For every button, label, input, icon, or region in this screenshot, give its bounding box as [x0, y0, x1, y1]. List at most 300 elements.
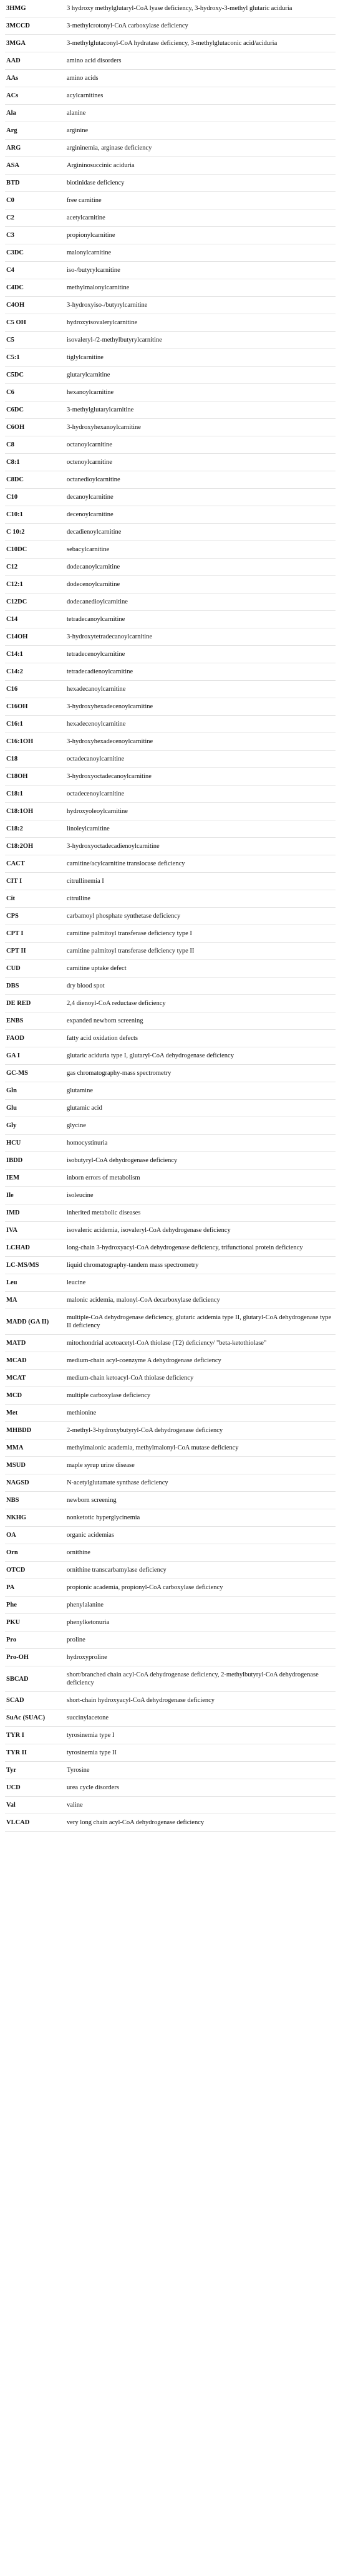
abbreviation-cell: Arg: [5, 122, 64, 140]
definition-cell: propionic academia, propionyl-CoA carboxylase deficiency: [64, 1579, 336, 1597]
table-row: [5, 908, 336, 925]
abbreviation-cell: C12:1: [5, 576, 64, 594]
abbreviation-cell: FAOD: [5, 1030, 64, 1047]
abbreviation-cell: C8:1: [5, 454, 64, 471]
definition-cell: citrulline: [64, 890, 336, 908]
table-row: [5, 1047, 336, 1065]
definition-cell: hexadecanoylcarnitine: [64, 681, 336, 698]
table-row: [5, 873, 336, 890]
abbreviation-cell: C18: [5, 751, 64, 768]
table-row: [5, 506, 336, 524]
abbreviations-table-body: [5, 0, 336, 1832]
definition-cell: 3-methylglutaconyl-CoA hydratase deficiency, 3-methylglutaconic acid/aciduria: [64, 35, 336, 52]
abbreviation-cell: Leu: [5, 1274, 64, 1292]
definition-cell: phenylketonuria: [64, 1614, 336, 1632]
table-row: [5, 978, 336, 995]
definition-cell: arginine: [64, 122, 336, 140]
abbreviation-cell: CPT II: [5, 943, 64, 960]
table-row: [5, 1692, 336, 1709]
abbreviation-cell: SBCAD: [5, 1666, 64, 1692]
table-row: [5, 1762, 336, 1779]
definition-cell: valine: [64, 1797, 336, 1814]
definition-cell: hydroxyisovalerylcarnitine: [64, 314, 336, 332]
definition-cell: 3-methylglutarylcarnitine: [64, 401, 336, 419]
definition-cell: glutamic acid: [64, 1100, 336, 1117]
table-row: [5, 157, 336, 175]
table-row: [5, 1666, 336, 1692]
table-row: [5, 1239, 336, 1257]
abbreviation-cell: Phe: [5, 1597, 64, 1614]
table-row: [5, 1100, 336, 1117]
definition-cell: dodecanedioylcarnitine: [64, 594, 336, 611]
table-row: [5, 838, 336, 855]
definition-cell: fatty acid oxidation defects: [64, 1030, 336, 1047]
table-row: [5, 1309, 336, 1335]
table-row: [5, 1509, 336, 1527]
abbreviation-cell: C18:1OH: [5, 803, 64, 820]
definition-cell: 3 hydroxy methylglutaryl-CoA lyase deficiency, 3-hydroxy-3-methyl glutaric aciduria: [64, 0, 336, 17]
table-row: [5, 175, 336, 192]
table-row: [5, 262, 336, 279]
definition-cell: maple syrup urine disease: [64, 1457, 336, 1474]
definition-cell: phenylalanine: [64, 1597, 336, 1614]
table-row: [5, 1422, 336, 1439]
abbreviation-cell: NAGSD: [5, 1474, 64, 1492]
definition-cell: newborn screening: [64, 1492, 336, 1509]
definition-cell: dry blood spot: [64, 978, 336, 995]
definition-cell: multiple-CoA dehydrogenase deficiency, glutaric acidemia type II, glutaryl-CoA dehydrogenase type II deficiency: [64, 1309, 336, 1335]
definition-cell: methionine: [64, 1405, 336, 1422]
table-row: [5, 367, 336, 384]
table-row: [5, 1492, 336, 1509]
definition-cell: glycine: [64, 1117, 336, 1135]
table-row: [5, 1649, 336, 1666]
abbreviation-cell: C6: [5, 384, 64, 401]
abbreviation-cell: C5:1: [5, 349, 64, 367]
definition-cell: very long chain acyl-CoA dehydrogenase deficiency: [64, 1814, 336, 1832]
definition-cell: iso-/butyrylcarnitine: [64, 262, 336, 279]
abbreviation-cell: Pro: [5, 1632, 64, 1649]
abbreviation-cell: C8: [5, 436, 64, 454]
table-row: [5, 1439, 336, 1457]
table-row: [5, 1457, 336, 1474]
abbreviation-cell: GA I: [5, 1047, 64, 1065]
table-row: [5, 52, 336, 70]
definition-cell: dodecanoylcarnitine: [64, 559, 336, 576]
abbreviation-cell: Met: [5, 1405, 64, 1422]
table-row: [5, 733, 336, 751]
table-row: [5, 751, 336, 768]
definition-cell: nonketotic hyperglycinemia: [64, 1509, 336, 1527]
abbreviation-cell: TYR II: [5, 1744, 64, 1762]
abbreviation-cell: HCU: [5, 1135, 64, 1152]
abbreviations-table: [5, 0, 336, 1832]
definition-cell: short/branched chain acyl-CoA dehydrogenase deficiency, 2-methylbutyryl-CoA dehydrogenase deficiency: [64, 1666, 336, 1692]
table-row: [5, 35, 336, 52]
table-row: [5, 820, 336, 838]
table-row: [5, 1474, 336, 1492]
table-row: [5, 1117, 336, 1135]
definition-cell: medium-chain acyl-coenzyme A dehydrogenase deficiency: [64, 1352, 336, 1370]
abbreviation-cell: Gln: [5, 1082, 64, 1100]
table-row: [5, 925, 336, 943]
abbreviation-cell: C14:2: [5, 663, 64, 681]
abbreviation-cell: MSUD: [5, 1457, 64, 1474]
abbreviation-cell: C18OH: [5, 768, 64, 786]
table-row: [5, 1257, 336, 1274]
table-row: [5, 419, 336, 436]
abbreviation-cell: DBS: [5, 978, 64, 995]
abbreviation-cell: C6DC: [5, 401, 64, 419]
table-row: [5, 768, 336, 786]
table-row: [5, 349, 336, 367]
definition-cell: glutarylcarnitine: [64, 367, 336, 384]
definition-cell: carnitine palmitoyl transferase deficiency type II: [64, 943, 336, 960]
definition-cell: tetradecadienoylcarnitine: [64, 663, 336, 681]
table-row: [5, 1744, 336, 1762]
abbreviation-cell: IMD: [5, 1204, 64, 1222]
abbreviation-cell: Ile: [5, 1187, 64, 1204]
abbreviation-cell: AAs: [5, 70, 64, 87]
definition-cell: sebacylcarnitine: [64, 541, 336, 559]
definition-cell: leucine: [64, 1274, 336, 1292]
table-row: [5, 70, 336, 87]
table-row: [5, 1222, 336, 1239]
abbreviation-cell: CIT I: [5, 873, 64, 890]
definition-cell: expanded newborn screening: [64, 1012, 336, 1030]
table-row: [5, 1727, 336, 1744]
abbreviation-cell: NKHG: [5, 1509, 64, 1527]
abbreviation-cell: C10:1: [5, 506, 64, 524]
table-row: [5, 1335, 336, 1352]
table-row: [5, 1012, 336, 1030]
table-row: [5, 17, 336, 35]
abbreviation-cell: LC-MS/MS: [5, 1257, 64, 1274]
definition-cell: homocystinuria: [64, 1135, 336, 1152]
definition-cell: 3-hydroxyhexanoylcarnitine: [64, 419, 336, 436]
abbreviation-cell: MCAT: [5, 1370, 64, 1387]
abbreviation-cell: MA: [5, 1292, 64, 1309]
abbreviation-cell: C18:2OH: [5, 838, 64, 855]
definition-cell: 3-hydroxyhexadecenoylcarnitine: [64, 698, 336, 716]
definition-cell: methylmalonylcarnitine: [64, 279, 336, 297]
table-row: [5, 1292, 336, 1309]
abbreviation-cell: C14OH: [5, 628, 64, 646]
table-row: [5, 105, 336, 122]
table-row: [5, 1527, 336, 1544]
table-row: [5, 1614, 336, 1632]
abbreviation-cell: C2: [5, 209, 64, 227]
table-row: [5, 1204, 336, 1222]
abbreviation-cell: Tyr: [5, 1762, 64, 1779]
definition-cell: 3-hydroxyoctadecadienoylcarnitine: [64, 838, 336, 855]
abbreviation-cell: GC-MS: [5, 1065, 64, 1082]
definition-cell: mitochondrial acetoacetyl-CoA thiolase (T2) deficiency/ "beta-ketothiolase": [64, 1335, 336, 1352]
definition-cell: 3-hydroxytetradecanoylcarnitine: [64, 628, 336, 646]
table-row: [5, 663, 336, 681]
definition-cell: Argininosuccinic aciduria: [64, 157, 336, 175]
abbreviation-cell: C4: [5, 262, 64, 279]
table-row: [5, 681, 336, 698]
definition-cell: decenoylcarnitine: [64, 506, 336, 524]
definition-cell: octadecanoylcarnitine: [64, 751, 336, 768]
definition-cell: long-chain 3-hydroxyacyl-CoA dehydrogenase deficiency, trifunctional protein deficiency: [64, 1239, 336, 1257]
abbreviation-cell: PKU: [5, 1614, 64, 1632]
abbreviation-cell: OTCD: [5, 1562, 64, 1579]
table-row: [5, 122, 336, 140]
definition-cell: 3-hydroxyoctadecanoylcarnitine: [64, 768, 336, 786]
definition-cell: 2-methyl-3-hydroxybutyryl-CoA dehydrogenase deficiency: [64, 1422, 336, 1439]
abbreviation-cell: C16:1: [5, 716, 64, 733]
definition-cell: hexanoylcarnitine: [64, 384, 336, 401]
abbreviation-cell: CACT: [5, 855, 64, 873]
abbreviation-cell: C8DC: [5, 471, 64, 489]
abbreviation-cell: Glu: [5, 1100, 64, 1117]
table-row: [5, 279, 336, 297]
table-row: [5, 541, 336, 559]
definition-cell: tyrosinemia type II: [64, 1744, 336, 1762]
definition-cell: succinylacetone: [64, 1709, 336, 1727]
definition-cell: acylcarnitines: [64, 87, 336, 105]
abbreviation-cell: SuAc (SUAC): [5, 1709, 64, 1727]
abbreviation-cell: CPS: [5, 908, 64, 925]
table-row: [5, 471, 336, 489]
definition-cell: malonylcarnitine: [64, 244, 336, 262]
abbreviation-cell: ARG: [5, 140, 64, 157]
definition-cell: decanoylcarnitine: [64, 489, 336, 506]
table-row: [5, 716, 336, 733]
definition-cell: 3-hydroxyhexadecenoylcarnitine: [64, 733, 336, 751]
abbreviation-cell: BTD: [5, 175, 64, 192]
table-row: [5, 1562, 336, 1579]
abbreviation-cell: C6OH: [5, 419, 64, 436]
abbreviation-cell: C16OH: [5, 698, 64, 716]
abbreviation-cell: ACs: [5, 87, 64, 105]
definition-cell: ornithine: [64, 1544, 336, 1562]
abbreviation-cell: ENBS: [5, 1012, 64, 1030]
table-row: [5, 559, 336, 576]
table-row: [5, 628, 336, 646]
definition-cell: inborn errors of metabolism: [64, 1170, 336, 1187]
definition-cell: methylmalonic academia, methylmalonyl-CoA mutase deficiency: [64, 1439, 336, 1457]
definition-cell: carbamoyl phosphate synthetase deficiency: [64, 908, 336, 925]
definition-cell: Tyrosine: [64, 1762, 336, 1779]
definition-cell: short-chain hydroxyacyl-CoA dehydrogenase deficiency: [64, 1692, 336, 1709]
table-row: [5, 855, 336, 873]
definition-cell: tetradecanoylcarnitine: [64, 611, 336, 628]
table-row: [5, 576, 336, 594]
abbreviation-cell: CPT I: [5, 925, 64, 943]
definition-cell: 3-methylcrotonyl-CoA carboxylase deficiency: [64, 17, 336, 35]
abbreviation-cell: 3HMG: [5, 0, 64, 17]
definition-cell: linoleylcarnitine: [64, 820, 336, 838]
definition-cell: amino acid disorders: [64, 52, 336, 70]
table-row: [5, 297, 336, 314]
abbreviation-cell: Cit: [5, 890, 64, 908]
definition-cell: citrullinemia I: [64, 873, 336, 890]
definition-cell: octanoylcarnitine: [64, 436, 336, 454]
abbreviation-cell: C4DC: [5, 279, 64, 297]
table-row: [5, 1709, 336, 1727]
abbreviation-cell: Val: [5, 1797, 64, 1814]
table-row: [5, 890, 336, 908]
definition-cell: 3-hydroxyiso-/butyrylcarnitine: [64, 297, 336, 314]
abbreviation-cell: C3: [5, 227, 64, 244]
table-row: [5, 786, 336, 803]
abbreviation-cell: IEM: [5, 1170, 64, 1187]
definition-cell: hexadecenoylcarnitine: [64, 716, 336, 733]
table-row: [5, 192, 336, 209]
definition-cell: ornithine transcarbamylase deficiency: [64, 1562, 336, 1579]
abbreviation-cell: TYR I: [5, 1727, 64, 1744]
table-row: [5, 1779, 336, 1797]
table-row: [5, 489, 336, 506]
definition-cell: isovaleric acidemia, isovaleryl-CoA dehydrogenase deficiency: [64, 1222, 336, 1239]
abbreviation-cell: C10: [5, 489, 64, 506]
abbreviation-cell: VLCAD: [5, 1814, 64, 1832]
table-row: [5, 960, 336, 978]
table-row: [5, 1405, 336, 1422]
definition-cell: 2,4 dienoyl-CoA reductase deficiency: [64, 995, 336, 1012]
table-row: [5, 611, 336, 628]
table-row: [5, 1187, 336, 1204]
abbreviation-cell: Pro-OH: [5, 1649, 64, 1666]
abbreviation-cell: C18:1: [5, 786, 64, 803]
table-row: [5, 1082, 336, 1100]
definition-cell: isovaleryl-/2-methylbutyrylcarnitine: [64, 332, 336, 349]
abbreviation-cell: CUD: [5, 960, 64, 978]
abbreviation-cell: C12DC: [5, 594, 64, 611]
definition-cell: alanine: [64, 105, 336, 122]
abbreviation-cell: IBDD: [5, 1152, 64, 1170]
definition-cell: glutaric aciduria type I, glutaryl-CoA dehydrogenase deficiency: [64, 1047, 336, 1065]
abbreviation-cell: C5: [5, 332, 64, 349]
table-row: [5, 1152, 336, 1170]
abbreviation-cell: SCAD: [5, 1692, 64, 1709]
table-row: [5, 244, 336, 262]
definition-cell: decadienoylcarnitine: [64, 524, 336, 541]
definition-cell: tetradecenoylcarnitine: [64, 646, 336, 663]
definition-cell: hydroxyproline: [64, 1649, 336, 1666]
abbreviation-cell: C14:1: [5, 646, 64, 663]
table-row: [5, 1579, 336, 1597]
table-row: [5, 1274, 336, 1292]
definition-cell: malonic acidemia, malonyl-CoA decarboxylase deficiency: [64, 1292, 336, 1309]
abbreviation-cell: C10DC: [5, 541, 64, 559]
abbreviation-cell: MMA: [5, 1439, 64, 1457]
table-row: [5, 1370, 336, 1387]
definition-cell: inherited metabolic diseases: [64, 1204, 336, 1222]
abbreviation-cell: LCHAD: [5, 1239, 64, 1257]
definition-cell: isobutyryl-CoA dehydrogenase deficiency: [64, 1152, 336, 1170]
table-row: [5, 436, 336, 454]
table-row: [5, 698, 336, 716]
table-row: [5, 227, 336, 244]
abbreviation-cell: 3MGA: [5, 35, 64, 52]
definition-cell: acetylcarnitine: [64, 209, 336, 227]
table-row: [5, 803, 336, 820]
table-row: [5, 209, 336, 227]
definition-cell: octadecenoylcarnitine: [64, 786, 336, 803]
table-row: [5, 646, 336, 663]
table-row: [5, 1030, 336, 1047]
table-row: [5, 384, 336, 401]
abbreviation-cell: IVA: [5, 1222, 64, 1239]
definition-cell: amino acids: [64, 70, 336, 87]
definition-cell: tiglylcarnitine: [64, 349, 336, 367]
definition-cell: N-acetylglutamate synthase deficiency: [64, 1474, 336, 1492]
abbreviation-cell: C5DC: [5, 367, 64, 384]
table-row: [5, 594, 336, 611]
definition-cell: multiple carboxylase deficiency: [64, 1387, 336, 1405]
definition-cell: argininemia, arginase deficiency: [64, 140, 336, 157]
abbreviation-cell: 3MCCD: [5, 17, 64, 35]
abbreviation-cell: Orn: [5, 1544, 64, 1562]
table-row: [5, 1632, 336, 1649]
table-row: [5, 1544, 336, 1562]
table-row: [5, 1797, 336, 1814]
table-row: [5, 87, 336, 105]
table-row: [5, 1352, 336, 1370]
table-row: [5, 1065, 336, 1082]
abbreviation-cell: Gly: [5, 1117, 64, 1135]
table-row: [5, 1814, 336, 1832]
abbreviation-cell: PA: [5, 1579, 64, 1597]
abbreviation-cell: C14: [5, 611, 64, 628]
abbreviation-cell: C5 OH: [5, 314, 64, 332]
definition-cell: proline: [64, 1632, 336, 1649]
definition-cell: dodecenoylcarnitine: [64, 576, 336, 594]
definition-cell: propionylcarnitine: [64, 227, 336, 244]
abbreviation-cell: MATD: [5, 1335, 64, 1352]
definition-cell: hydroxyoleoylcarnitine: [64, 803, 336, 820]
abbreviation-cell: Ala: [5, 105, 64, 122]
table-row: [5, 1135, 336, 1152]
abbreviation-cell: C16:1OH: [5, 733, 64, 751]
abbreviation-cell: DE RED: [5, 995, 64, 1012]
definition-cell: carnitine/acylcarnitine translocase deficiency: [64, 855, 336, 873]
definition-cell: medium-chain ketoacyl-CoA thiolase deficiency: [64, 1370, 336, 1387]
table-row: [5, 1170, 336, 1187]
abbreviation-cell: C3DC: [5, 244, 64, 262]
table-row: [5, 1387, 336, 1405]
definition-cell: biotinidase deficiency: [64, 175, 336, 192]
table-row: [5, 140, 336, 157]
table-row: [5, 332, 336, 349]
definition-cell: tyrosinemia type I: [64, 1727, 336, 1744]
abbreviation-cell: MHBDD: [5, 1422, 64, 1439]
definition-cell: gas chromatography-mass spectrometry: [64, 1065, 336, 1082]
table-row: [5, 401, 336, 419]
definition-cell: liquid chromatography-tandem mass spectrometry: [64, 1257, 336, 1274]
abbreviation-cell: C18:2: [5, 820, 64, 838]
abbreviation-cell: MCD: [5, 1387, 64, 1405]
definition-cell: isoleucine: [64, 1187, 336, 1204]
table-row: [5, 995, 336, 1012]
table-row: [5, 314, 336, 332]
abbreviation-cell: C4OH: [5, 297, 64, 314]
abbreviation-cell: C 10:2: [5, 524, 64, 541]
abbreviation-cell: MCAD: [5, 1352, 64, 1370]
table-row: [5, 0, 336, 17]
definition-cell: carnitine palmitoyl transferase deficiency type I: [64, 925, 336, 943]
definition-cell: octenoylcarnitine: [64, 454, 336, 471]
definition-cell: organic acidemias: [64, 1527, 336, 1544]
table-row: [5, 524, 336, 541]
abbreviation-cell: C0: [5, 192, 64, 209]
definition-cell: free carnitine: [64, 192, 336, 209]
abbreviation-cell: C12: [5, 559, 64, 576]
